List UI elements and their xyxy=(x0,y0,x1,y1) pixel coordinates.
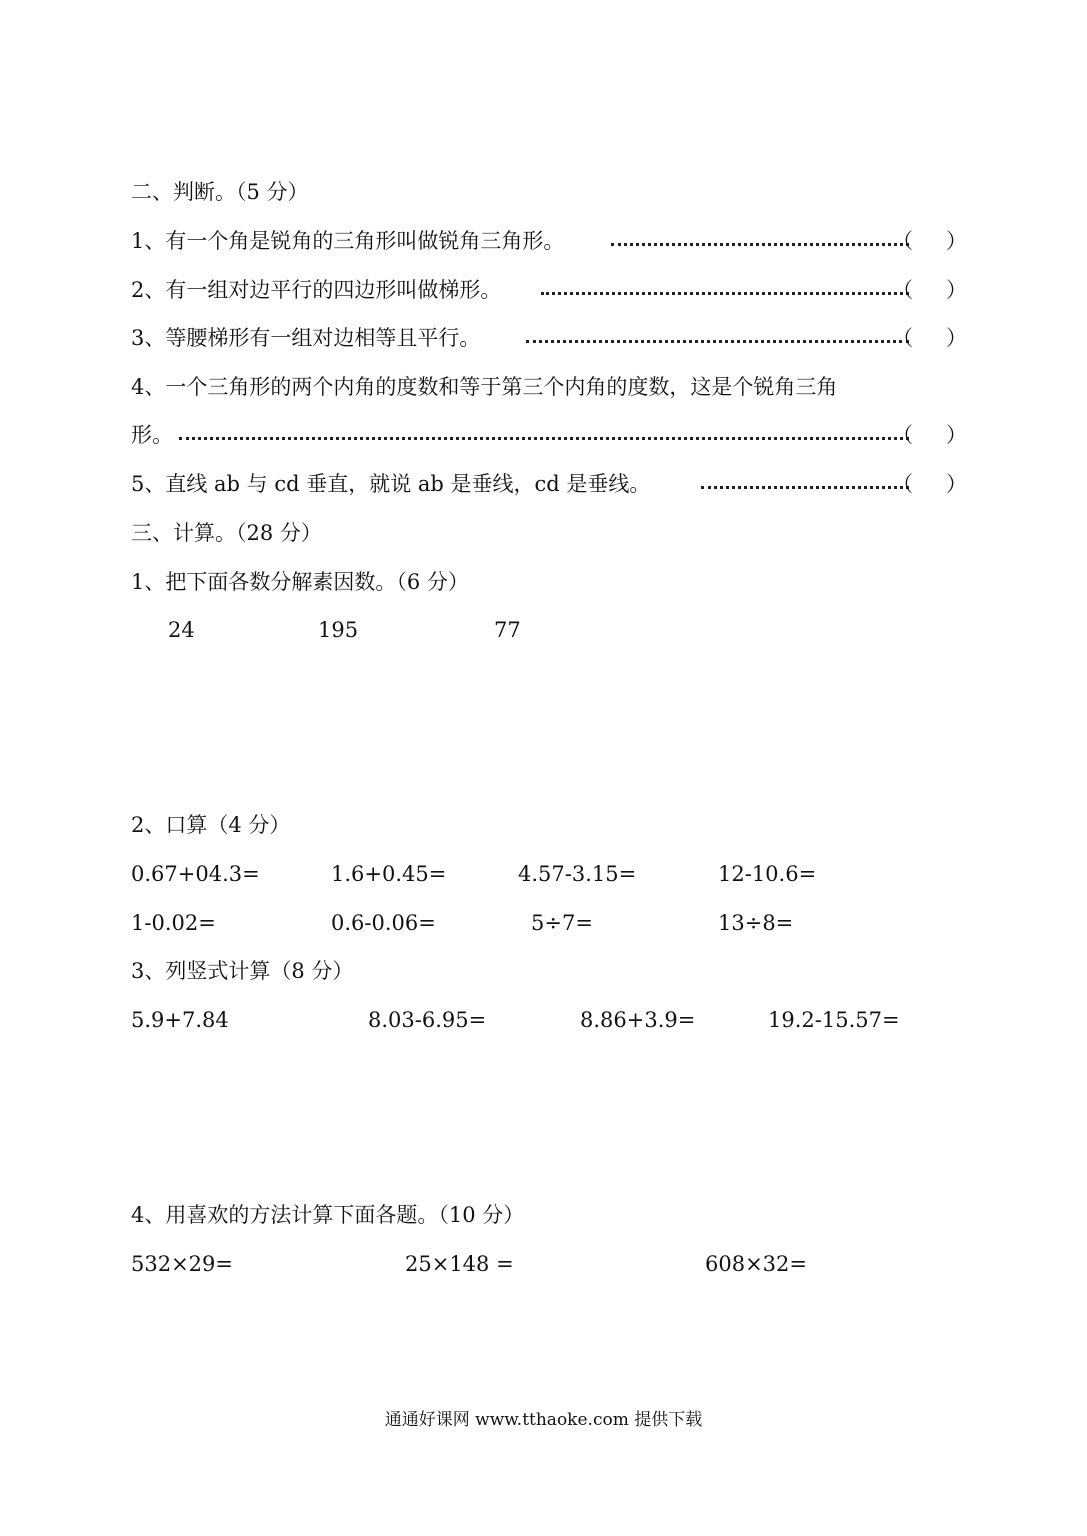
question-4-title: 4、用喜欢的方法计算下面各题。（10 分） xyxy=(131,1203,525,1227)
oral-calc-item: 4.57-3.15= xyxy=(518,862,637,886)
answer-paren-open: （ xyxy=(892,423,913,447)
question-1-title: 1、把下面各数分解素因数。（6 分） xyxy=(131,570,469,594)
answer-paren-open: （ xyxy=(892,229,913,253)
judge-item-5 xyxy=(131,470,971,498)
answer-paren-close: ） xyxy=(946,229,967,253)
answer-paren-open: （ xyxy=(892,326,913,350)
oral-calc-item: 0.67+04.3= xyxy=(131,862,260,886)
factor-number: 195 xyxy=(318,618,359,642)
judge-item-text: 形。 xyxy=(131,423,173,447)
vertical-calc-item: 8.86+3.9= xyxy=(580,1008,696,1032)
answer-paren-close: ） xyxy=(946,472,967,496)
oral-calc-item: 1-0.02= xyxy=(131,911,216,935)
factor-number: 24 xyxy=(168,618,195,642)
judge-item-text: 2、有一组对边平行的四边形叫做梯形。 xyxy=(131,278,502,302)
answer-paren-close: ） xyxy=(946,423,967,447)
answer-paren-open: （ xyxy=(892,278,913,302)
judge-item-4 xyxy=(131,421,971,449)
judge-item-text: 3、等腰梯形有一组对边相等且平行。 xyxy=(131,326,481,350)
judge-item-4-line-1: 4、一个三角形的两个内角的度数和等于第三个内角的度数，这是个锐角三角 xyxy=(131,375,838,399)
vertical-calc-item: 5.9+7.84 xyxy=(131,1008,229,1032)
dot-leader xyxy=(526,315,909,343)
oral-calc-item: 0.6-0.06= xyxy=(331,911,436,935)
dot-leader xyxy=(701,461,909,489)
answer-paren-close: ） xyxy=(946,278,967,302)
section-2-title: 二、判断。（5 分） xyxy=(131,180,309,204)
question-2-title: 2、口算（4 分） xyxy=(131,813,291,837)
calc-item: 25×148 = xyxy=(405,1252,514,1276)
oral-calc-item: 12-10.6= xyxy=(718,862,817,886)
judge-item-1 xyxy=(131,227,971,255)
judge-item-text: 1、有一个角是锐角的三角形叫做锐角三角形。 xyxy=(131,229,565,253)
vertical-calc-item: 19.2-15.57= xyxy=(768,1008,900,1032)
dot-leader xyxy=(611,218,909,246)
oral-calc-item: 1.6+0.45= xyxy=(331,862,447,886)
judge-item-2 xyxy=(131,276,971,304)
section-3-title: 三、计算。（28 分） xyxy=(131,521,322,545)
oral-calc-item: 5÷7= xyxy=(531,911,593,935)
oral-calc-item: 13÷8= xyxy=(718,911,794,935)
judge-item-3 xyxy=(131,324,971,352)
answer-paren-close: ） xyxy=(946,326,967,350)
page-footer: 通通好课网 www.tthaoke.com 提供下载 xyxy=(384,1410,703,1430)
factor-number: 77 xyxy=(494,618,521,642)
calc-item: 608×32= xyxy=(705,1252,807,1276)
vertical-calc-item: 8.03-6.95= xyxy=(368,1008,487,1032)
dot-leader xyxy=(179,412,909,440)
judge-item-text: 5、直线 ab 与 cd 垂直，就说 ab 是垂线，cd 是垂线。 xyxy=(131,472,651,496)
question-3-title: 3、列竖式计算（8 分） xyxy=(131,959,354,983)
answer-paren-open: （ xyxy=(892,472,913,496)
dot-leader xyxy=(541,267,909,295)
calc-item: 532×29= xyxy=(131,1252,233,1276)
